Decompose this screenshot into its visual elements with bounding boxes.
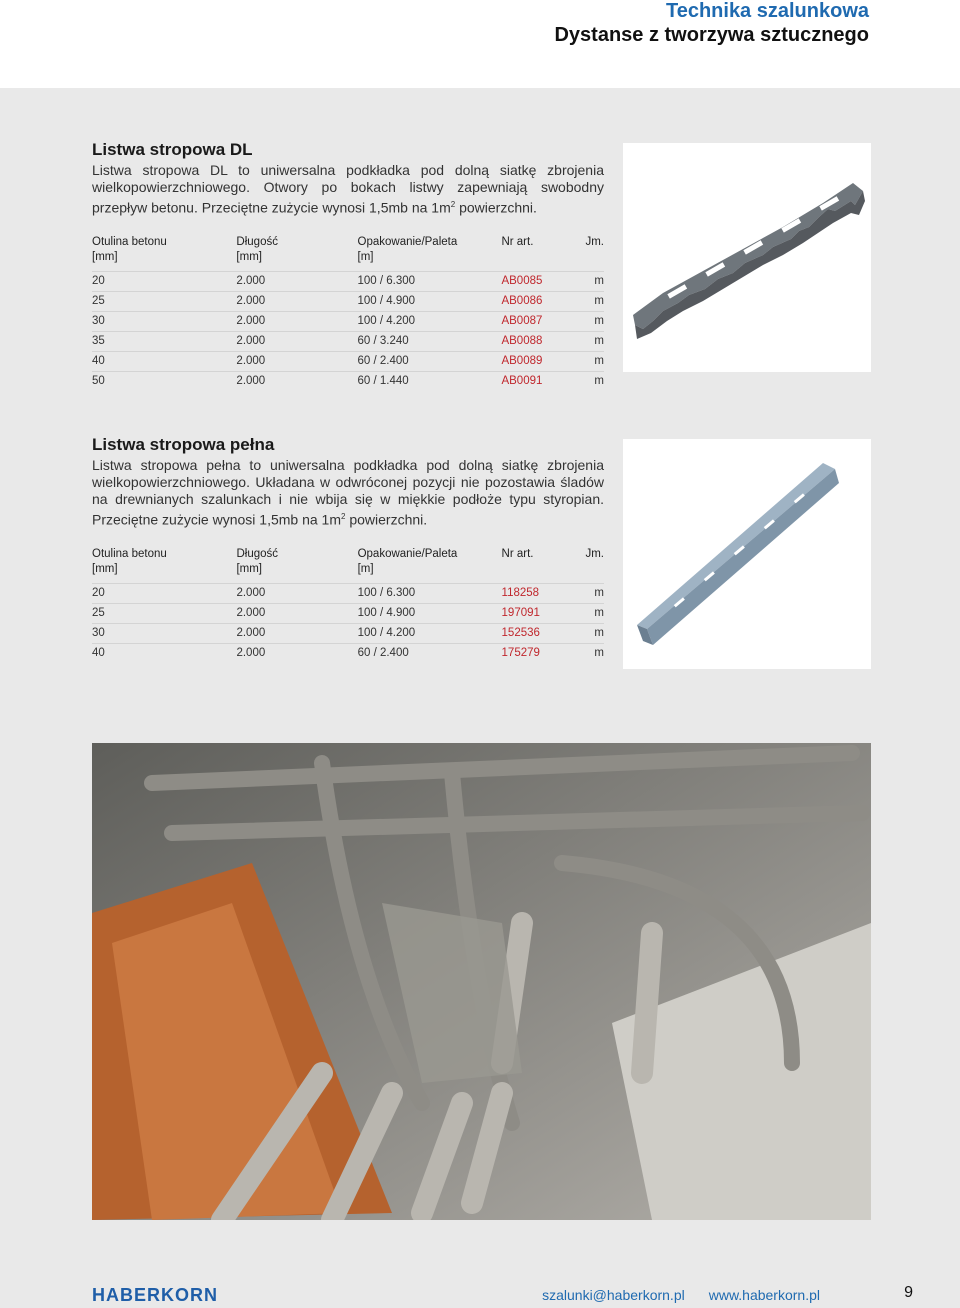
table-row: 20 2.000 100 / 6.300 AB0085 m [92,271,604,291]
header-dlugosc: Długość [mm] [236,235,278,263]
spec-table [92,235,604,391]
email-link[interactable]: szalunki@haberkorn.pl [542,1287,685,1303]
construction-photo [92,743,871,1220]
table-row: 40 2.000 60 / 2.400 175279 m [92,643,604,663]
section-title: Listwa stropowa pełna [92,435,275,454]
header-dlugosc: Długość [mm] [236,547,279,575]
category-title: Technika szalunkowa [665,0,869,22]
website-link[interactable]: www.haberkorn.pl [708,1287,820,1303]
page-header [0,0,960,88]
section-listwa-pelna [92,435,604,663]
reinforcement-photo-illustration [92,743,871,1220]
section-description: Listwa stropowa DL to uniwersalna podkładka pod dolną siatkę zbrojenia wielkopowierzchniowego. Otwory po bokach listwy zapewniają swobodny przepływ betonu. Przeciętne zużycie wynosi 1,5mb na $1m^2$ powierzchni. [92,162,604,216]
listwa-pelna-illustration [623,439,871,669]
product-image-listwa-pelna [623,439,871,669]
section-listwa-dl [92,140,604,391]
table-row: 30 2.000 100 / 4.200 AB0087 m [92,311,604,331]
header-otulina: Otulina betonu [mm] [92,235,167,263]
header-jm: Jm. [585,235,604,248]
header-nr-art: Nr art. [501,547,534,560]
table-row: 50 2.000 60 / 1.440 AB0091 m [92,371,604,391]
header-opakowanie: Opakowanie/Paleta [m] [357,547,458,575]
table-row: 35 2.000 60 / 3.240 AB0088 m [92,331,604,351]
page-number: 9 [904,1284,913,1301]
spec-table [92,547,604,663]
listwa-dl-illustration [623,143,871,372]
table-header-row [92,547,604,584]
table-row: 25 2.000 100 / 4.900 197091 m [92,603,604,623]
section-title: Listwa stropowa DL [92,140,253,159]
product-image-listwa-dl [623,143,871,372]
table-row: 40 2.000 60 / 2.400 AB0089 m [92,351,604,371]
header-nr-art: Nr art. [501,235,534,248]
page-title: Dystanse z tworzywa sztucznego [554,24,869,46]
table-row: 20 2.000 100 / 6.300 118258 m [92,583,604,603]
footer-links [518,1287,820,1303]
header-otulina: Otulina betonu [mm] [92,547,167,575]
table-row: 30 2.000 100 / 4.200 152536 m [92,623,604,643]
haberkorn-logo: HABERKORN [92,1285,218,1305]
section-description: Listwa stropowa pełna to uniwersalna podkładka pod dolną siatkę zbrojenia wielkopowierzchniowego. Układana w odwróconej pozycji nie pozostawia śladów na drewnianych szalunkach i nie wbija się w miękkie podłoże typu styropian. Przeciętne zużycie wynosi 1,5mb na $1m^2$ powierzchni. [92,457,604,528]
header-opakowanie: Opakowanie/Paleta [m] [357,235,458,263]
table-header-row [92,235,604,272]
table-row: 25 2.000 100 / 4.900 AB0086 m [92,291,604,311]
header-jm: Jm. [585,547,604,560]
